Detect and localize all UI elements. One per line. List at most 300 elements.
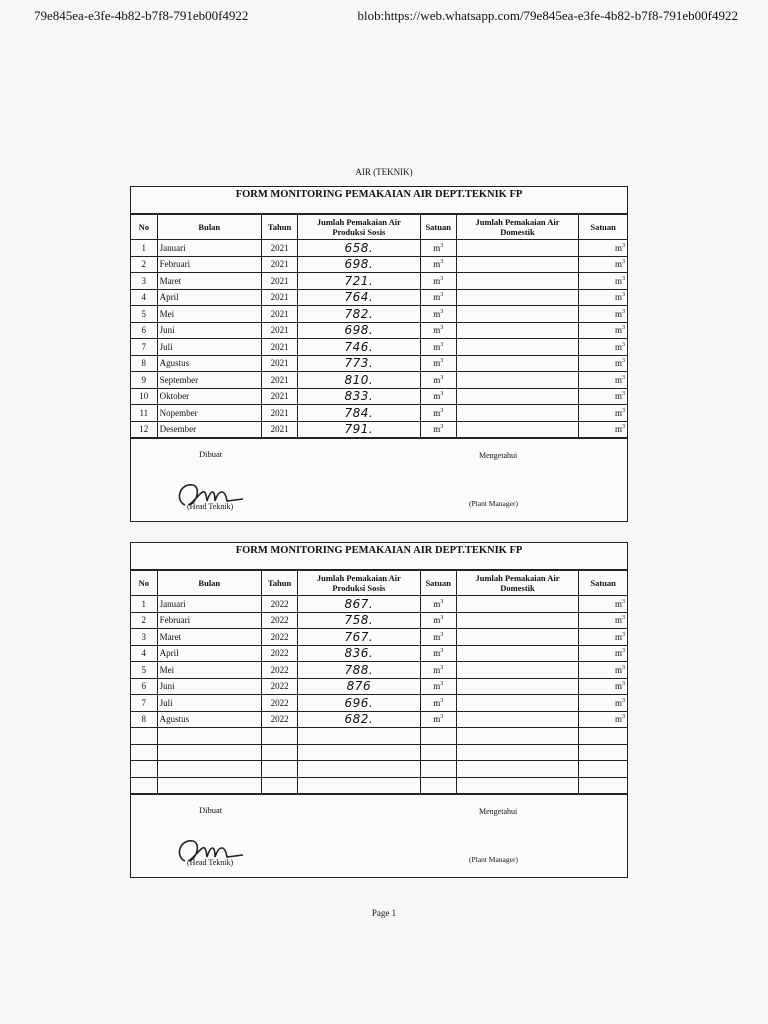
row-year: 2022 xyxy=(262,612,298,629)
empty-cell xyxy=(157,728,261,745)
empty-cell xyxy=(131,728,157,745)
plant-manager-label: (Plant Manager) xyxy=(469,499,518,508)
row-month: Juni xyxy=(157,322,261,339)
unit-base: m xyxy=(614,407,622,418)
unit-base: m xyxy=(433,407,441,418)
row-month: April xyxy=(157,289,261,306)
row-unit-domestik xyxy=(579,289,627,306)
unit-base: m xyxy=(433,681,441,692)
empty-cell xyxy=(456,777,578,794)
unit-exponent: 3 xyxy=(440,242,444,249)
row-usage-domestik xyxy=(456,662,578,679)
row-year: 2021 xyxy=(262,339,298,356)
table-row xyxy=(131,695,627,712)
row-month: Oktober xyxy=(157,388,261,405)
table-row xyxy=(131,421,627,438)
row-usage-domestik xyxy=(456,405,578,422)
section-label: AIR (TEKNIK) xyxy=(355,167,413,177)
table-row xyxy=(131,388,627,405)
row-usage-produksi: 784. xyxy=(298,405,420,422)
table-row xyxy=(131,645,627,662)
row-usage-domestik xyxy=(456,355,578,372)
row-usage-produksi: 698. xyxy=(298,256,420,273)
empty-cell xyxy=(298,744,420,761)
row-unit-domestik xyxy=(579,306,627,323)
empty-cell xyxy=(157,777,261,794)
row-unit-domestik xyxy=(579,596,627,613)
page-number: Page 1 xyxy=(371,908,397,918)
empty-cell xyxy=(579,777,627,794)
empty-cell xyxy=(131,744,157,761)
row-unit-produksi xyxy=(420,322,456,339)
unit-exponent: 3 xyxy=(440,325,444,332)
unit-exponent: 3 xyxy=(440,714,444,721)
unit-base: m xyxy=(614,259,622,270)
row-year: 2021 xyxy=(262,388,298,405)
row-usage-produksi: 810. xyxy=(298,372,420,389)
empty-cell xyxy=(456,761,578,778)
empty-table-row xyxy=(131,777,627,794)
row-usage-domestik xyxy=(456,629,578,646)
row-no: 12 xyxy=(131,421,157,438)
unit-exponent: 3 xyxy=(440,292,444,299)
row-usage-produksi: 764. xyxy=(298,289,420,306)
unit-base: m xyxy=(614,374,622,385)
empty-cell xyxy=(420,761,456,778)
unit-exponent: 3 xyxy=(622,341,625,348)
row-no: 2 xyxy=(131,612,157,629)
browser-blob-url: blob:https://web.whatsapp.com/79e845ea-e3fe-4b82-b7f8-791eb00f4922 xyxy=(357,8,738,23)
row-usage-produksi: 876 xyxy=(298,678,420,695)
unit-exponent: 3 xyxy=(622,631,625,638)
row-no: 8 xyxy=(131,355,157,372)
row-no: 3 xyxy=(131,273,157,290)
row-usage-domestik xyxy=(456,240,578,257)
empty-cell xyxy=(157,744,261,761)
unit-exponent: 3 xyxy=(440,697,444,704)
row-usage-domestik xyxy=(456,596,578,613)
row-usage-domestik xyxy=(456,645,578,662)
unit-exponent: 3 xyxy=(622,358,625,365)
row-usage-produksi: 767. xyxy=(298,629,420,646)
column-header-tahun: Tahun xyxy=(262,571,298,596)
plant-manager-label: (Plant Manager) xyxy=(469,855,518,864)
empty-cell xyxy=(262,761,298,778)
row-month: Mei xyxy=(157,662,261,679)
row-unit-produksi xyxy=(420,388,456,405)
empty-cell xyxy=(420,728,456,745)
row-year: 2022 xyxy=(262,596,298,613)
column-header-no: No xyxy=(131,215,157,240)
table-row xyxy=(131,256,627,273)
unit-base: m xyxy=(614,341,622,352)
unit-exponent: 3 xyxy=(440,275,444,282)
row-usage-produksi: 782. xyxy=(298,306,420,323)
row-unit-produksi xyxy=(420,678,456,695)
unit-base: m xyxy=(433,341,441,352)
row-month: Agustus xyxy=(157,711,261,728)
column-header-domestik: Jumlah Pemakaian Air Domestik xyxy=(456,571,578,596)
column-header-produksi: Jumlah Pemakaian Air Produksi Sosis xyxy=(298,215,420,240)
row-no: 5 xyxy=(131,306,157,323)
row-unit-produksi xyxy=(420,662,456,679)
row-usage-produksi: 758. xyxy=(298,612,420,629)
empty-cell xyxy=(579,761,627,778)
row-year: 2021 xyxy=(262,273,298,290)
row-unit-produksi xyxy=(420,240,456,257)
row-usage-domestik xyxy=(456,256,578,273)
row-usage-produksi: 721. xyxy=(298,273,420,290)
empty-cell xyxy=(579,728,627,745)
row-no: 1 xyxy=(131,240,157,257)
unit-exponent: 3 xyxy=(440,391,444,398)
mengetahui-label: Mengetahui xyxy=(479,451,518,460)
row-unit-produksi xyxy=(420,372,456,389)
row-usage-domestik xyxy=(456,289,578,306)
dibuat-label: Dibuat xyxy=(199,805,223,815)
row-usage-domestik xyxy=(456,339,578,356)
empty-table-row xyxy=(131,744,627,761)
row-month: Februari xyxy=(157,612,261,629)
row-unit-produksi xyxy=(420,421,456,438)
table-row xyxy=(131,240,627,257)
row-year: 2021 xyxy=(262,240,298,257)
table-row xyxy=(131,273,627,290)
column-header-satuan2: Satuan xyxy=(579,215,627,240)
row-no: 2 xyxy=(131,256,157,273)
row-usage-domestik xyxy=(456,273,578,290)
row-no: 7 xyxy=(131,695,157,712)
unit-exponent: 3 xyxy=(440,374,444,381)
unit-base: m xyxy=(614,615,622,626)
row-usage-domestik xyxy=(456,612,578,629)
head-teknik-label: (Head Teknik) xyxy=(187,858,234,867)
row-year: 2022 xyxy=(262,678,298,695)
row-usage-domestik xyxy=(456,711,578,728)
row-usage-domestik xyxy=(456,388,578,405)
empty-cell xyxy=(157,761,261,778)
row-year: 2022 xyxy=(262,662,298,679)
row-month: Agustus xyxy=(157,355,261,372)
row-unit-domestik xyxy=(579,339,627,356)
unit-exponent: 3 xyxy=(440,341,444,348)
column-header-satuan2: Satuan xyxy=(579,571,627,596)
row-month: Juli xyxy=(157,339,261,356)
unit-base: m xyxy=(614,275,622,286)
row-unit-domestik xyxy=(579,645,627,662)
unit-base: m xyxy=(433,664,441,675)
column-header-tahun: Tahun xyxy=(262,215,298,240)
row-no: 6 xyxy=(131,678,157,695)
row-usage-domestik xyxy=(456,678,578,695)
unit-exponent: 3 xyxy=(440,407,444,414)
row-usage-produksi: 746. xyxy=(298,339,420,356)
unit-exponent: 3 xyxy=(440,259,444,266)
table-header-row xyxy=(131,215,627,240)
unit-exponent: 3 xyxy=(622,259,625,266)
unit-exponent: 3 xyxy=(622,714,625,721)
row-unit-domestik xyxy=(579,405,627,422)
empty-table-row xyxy=(131,728,627,745)
form-title: FORM MONITORING PEMAKAIAN AIR DEPT.TEKNIK FP xyxy=(131,187,627,214)
row-unit-produksi xyxy=(420,596,456,613)
row-month: Januari xyxy=(157,596,261,613)
mengetahui-label: Mengetahui xyxy=(479,807,518,816)
unit-base: m xyxy=(433,308,441,319)
unit-base: m xyxy=(433,358,441,369)
row-usage-produksi: 833. xyxy=(298,388,420,405)
unit-exponent: 3 xyxy=(622,292,625,299)
row-unit-produksi xyxy=(420,355,456,372)
unit-exponent: 3 xyxy=(440,358,444,365)
row-year: 2021 xyxy=(262,306,298,323)
row-unit-domestik xyxy=(579,695,627,712)
unit-base: m xyxy=(614,424,622,435)
column-header-satuan: Satuan xyxy=(420,571,456,596)
unit-exponent: 3 xyxy=(622,275,625,282)
unit-base: m xyxy=(614,681,622,692)
table-row xyxy=(131,306,627,323)
monitoring-form-2021 xyxy=(130,186,628,522)
row-unit-domestik xyxy=(579,256,627,273)
row-month: Januari xyxy=(157,240,261,257)
table-row xyxy=(131,662,627,679)
table-row xyxy=(131,596,627,613)
row-unit-domestik xyxy=(579,612,627,629)
row-year: 2021 xyxy=(262,289,298,306)
row-usage-domestik xyxy=(456,322,578,339)
unit-exponent: 3 xyxy=(440,664,444,671)
unit-base: m xyxy=(433,714,441,725)
row-year: 2021 xyxy=(262,355,298,372)
unit-exponent: 3 xyxy=(622,407,625,414)
row-usage-produksi: 696. xyxy=(298,695,420,712)
row-unit-produksi xyxy=(420,405,456,422)
unit-exponent: 3 xyxy=(622,664,625,671)
unit-base: m xyxy=(433,697,441,708)
row-usage-produksi: 867. xyxy=(298,596,420,613)
row-unit-domestik xyxy=(579,662,627,679)
row-unit-produksi xyxy=(420,695,456,712)
usage-table xyxy=(131,570,627,794)
table-row xyxy=(131,678,627,695)
empty-cell xyxy=(298,728,420,745)
unit-base: m xyxy=(614,325,622,336)
table-row xyxy=(131,339,627,356)
table-row xyxy=(131,711,627,728)
row-unit-produksi xyxy=(420,629,456,646)
empty-table-row xyxy=(131,761,627,778)
unit-base: m xyxy=(433,598,441,609)
unit-base: m xyxy=(433,292,441,303)
row-unit-produksi xyxy=(420,256,456,273)
row-unit-domestik xyxy=(579,629,627,646)
row-unit-produksi xyxy=(420,612,456,629)
row-no: 1 xyxy=(131,596,157,613)
unit-exponent: 3 xyxy=(622,374,625,381)
row-year: 2022 xyxy=(262,645,298,662)
row-month: Maret xyxy=(157,629,261,646)
row-usage-domestik xyxy=(456,306,578,323)
unit-exponent: 3 xyxy=(440,681,444,688)
row-no: 4 xyxy=(131,289,157,306)
row-unit-domestik xyxy=(579,711,627,728)
column-header-produksi: Jumlah Pemakaian Air Produksi Sosis xyxy=(298,571,420,596)
unit-exponent: 3 xyxy=(622,598,625,605)
row-month: Februari xyxy=(157,256,261,273)
empty-cell xyxy=(420,744,456,761)
unit-exponent: 3 xyxy=(622,615,625,622)
column-header-bulan: Bulan xyxy=(157,215,261,240)
unit-exponent: 3 xyxy=(622,242,625,249)
unit-exponent: 3 xyxy=(622,681,625,688)
table-header-row xyxy=(131,571,627,596)
row-unit-domestik xyxy=(579,240,627,257)
empty-cell xyxy=(131,761,157,778)
row-month: Nopember xyxy=(157,405,261,422)
unit-base: m xyxy=(433,391,441,402)
unit-base: m xyxy=(614,598,622,609)
row-usage-domestik xyxy=(456,695,578,712)
unit-exponent: 3 xyxy=(440,631,444,638)
table-row xyxy=(131,322,627,339)
unit-base: m xyxy=(433,259,441,270)
row-no: 6 xyxy=(131,322,157,339)
row-usage-produksi: 791. xyxy=(298,421,420,438)
row-month: Juni xyxy=(157,678,261,695)
unit-exponent: 3 xyxy=(622,391,625,398)
row-year: 2022 xyxy=(262,629,298,646)
column-header-domestik: Jumlah Pemakaian Air Domestik xyxy=(456,215,578,240)
row-no: 9 xyxy=(131,372,157,389)
browser-id-left: 79e845ea-e3fe-4b82-b7f8-791eb00f4922 xyxy=(34,8,249,23)
unit-base: m xyxy=(614,648,622,659)
row-usage-domestik xyxy=(456,372,578,389)
unit-exponent: 3 xyxy=(622,648,625,655)
table-row xyxy=(131,355,627,372)
unit-base: m xyxy=(614,714,622,725)
row-no: 8 xyxy=(131,711,157,728)
signature-area xyxy=(131,794,627,877)
unit-base: m xyxy=(433,275,441,286)
unit-exponent: 3 xyxy=(440,648,444,655)
row-unit-produksi xyxy=(420,711,456,728)
row-unit-domestik xyxy=(579,388,627,405)
signature-area xyxy=(131,438,627,521)
unit-base: m xyxy=(433,242,441,253)
empty-cell xyxy=(262,728,298,745)
table-row xyxy=(131,289,627,306)
empty-cell xyxy=(298,761,420,778)
unit-base: m xyxy=(433,325,441,336)
row-unit-domestik xyxy=(579,322,627,339)
form-title: FORM MONITORING PEMAKAIAN AIR DEPT.TEKNIK FP xyxy=(131,543,627,570)
row-year: 2022 xyxy=(262,695,298,712)
row-month: Juli xyxy=(157,695,261,712)
column-header-bulan: Bulan xyxy=(157,571,261,596)
table-row xyxy=(131,405,627,422)
row-unit-domestik xyxy=(579,678,627,695)
unit-base: m xyxy=(614,292,622,303)
row-no: 11 xyxy=(131,405,157,422)
row-unit-produksi xyxy=(420,339,456,356)
empty-cell xyxy=(262,744,298,761)
unit-exponent: 3 xyxy=(622,308,625,315)
empty-cell xyxy=(579,744,627,761)
empty-cell xyxy=(420,777,456,794)
unit-base: m xyxy=(433,648,441,659)
usage-table xyxy=(131,214,627,438)
empty-cell xyxy=(456,744,578,761)
row-no: 10 xyxy=(131,388,157,405)
row-usage-produksi: 788. xyxy=(298,662,420,679)
unit-exponent: 3 xyxy=(440,598,444,605)
unit-exponent: 3 xyxy=(622,325,625,332)
unit-exponent: 3 xyxy=(622,424,625,431)
row-unit-domestik xyxy=(579,355,627,372)
unit-base: m xyxy=(614,697,622,708)
unit-base: m xyxy=(614,391,622,402)
empty-cell xyxy=(298,777,420,794)
row-unit-domestik xyxy=(579,421,627,438)
row-year: 2021 xyxy=(262,405,298,422)
row-unit-produksi xyxy=(420,289,456,306)
head-teknik-label: (Head Teknik) xyxy=(187,502,234,511)
empty-cell xyxy=(262,777,298,794)
unit-base: m xyxy=(614,664,622,675)
row-no: 5 xyxy=(131,662,157,679)
empty-cell xyxy=(456,728,578,745)
dibuat-label: Dibuat xyxy=(199,449,223,459)
monitoring-form-2022 xyxy=(130,542,628,878)
row-unit-domestik xyxy=(579,372,627,389)
unit-base: m xyxy=(433,374,441,385)
row-no: 7 xyxy=(131,339,157,356)
row-month: Desember xyxy=(157,421,261,438)
row-usage-produksi: 836. xyxy=(298,645,420,662)
table-row xyxy=(131,372,627,389)
row-usage-produksi: 698. xyxy=(298,322,420,339)
row-year: 2021 xyxy=(262,421,298,438)
row-month: April xyxy=(157,645,261,662)
unit-base: m xyxy=(614,631,622,642)
row-unit-produksi xyxy=(420,645,456,662)
unit-base: m xyxy=(614,242,622,253)
unit-exponent: 3 xyxy=(440,424,444,431)
row-usage-domestik xyxy=(456,421,578,438)
row-no: 3 xyxy=(131,629,157,646)
row-year: 2022 xyxy=(262,711,298,728)
row-year: 2021 xyxy=(262,256,298,273)
row-year: 2021 xyxy=(262,372,298,389)
row-year: 2021 xyxy=(262,322,298,339)
unit-base: m xyxy=(433,615,441,626)
unit-base: m xyxy=(614,358,622,369)
row-unit-produksi xyxy=(420,306,456,323)
row-usage-produksi: 658. xyxy=(298,240,420,257)
row-month: Maret xyxy=(157,273,261,290)
column-header-no: No xyxy=(131,571,157,596)
unit-exponent: 3 xyxy=(440,615,444,622)
unit-base: m xyxy=(614,308,622,319)
unit-base: m xyxy=(433,424,441,435)
row-usage-produksi: 682. xyxy=(298,711,420,728)
row-usage-produksi: 773. xyxy=(298,355,420,372)
row-month: Mei xyxy=(157,306,261,323)
table-row xyxy=(131,612,627,629)
table-row xyxy=(131,629,627,646)
empty-cell xyxy=(131,777,157,794)
